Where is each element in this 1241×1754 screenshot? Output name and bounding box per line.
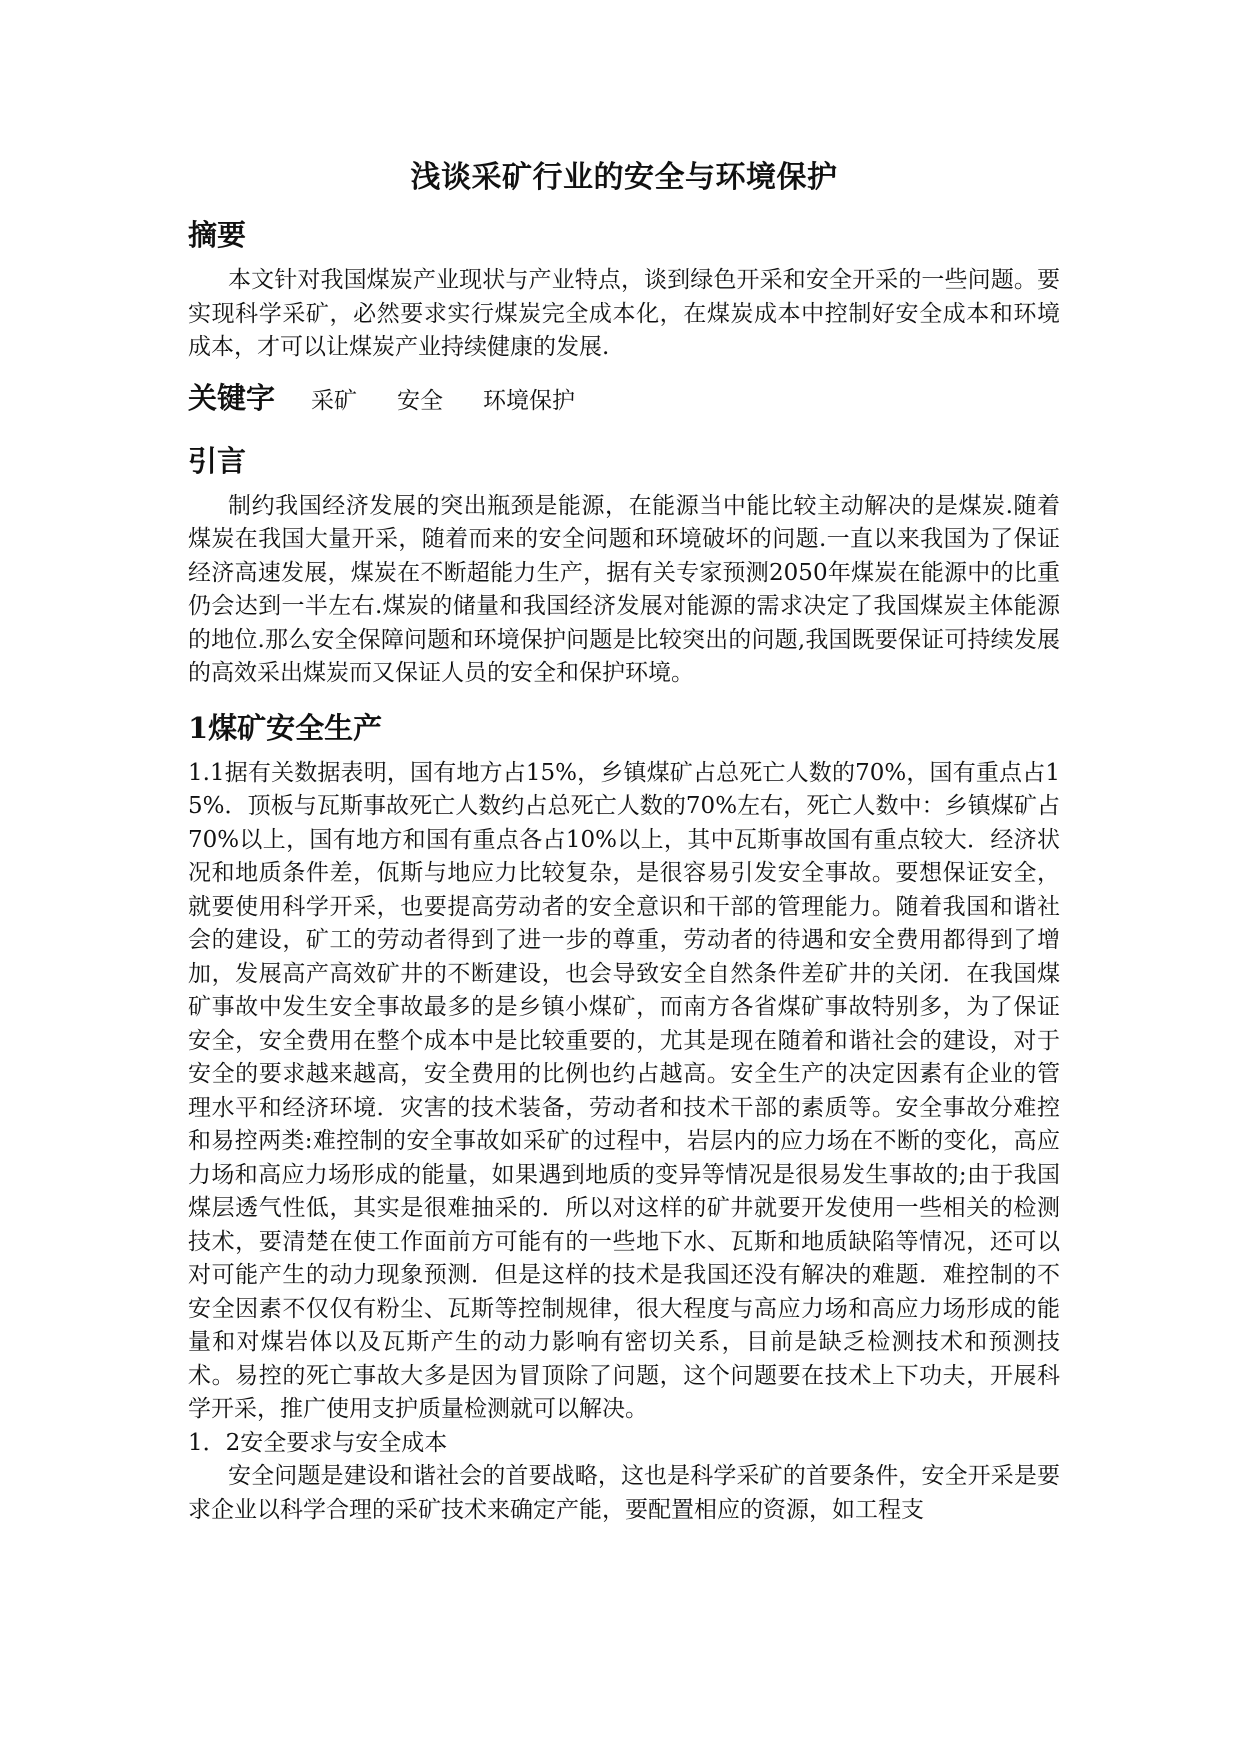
abstract-text: 本文针对我国煤炭产业现状与产业特点，谈到绿色开采和安全开采的一些问题。要实现科学采矿，必然要求实行煤炭完全成本化，在煤炭成本中控制好安全成本和环境成本，才可以让煤炭产业持续健康的发展. — [188, 267, 1060, 360]
section-1-1-text: 1.1据有关数据表明，国有地方占15%，乡镇煤矿占总死亡人数的70%，国有重点占15%．顶板与瓦斯事故死亡人数约占总死亡人数的70%左右，死亡人数中：乡镇煤矿占70%以上，国有地方和国有重点各占10%以上，其中瓦斯事故国有重点较大．经济状况和地质条件差，佤斯与地应力比较复杂，是很容易引发安全事故。要想保证安全，就要使用科学开采，也要提高劳动者的安全意识和干部的管理能力。随着我国和谐社会的建设，矿工的劳动者得到了进一步的尊重，劳动者的待遇和安全费用都得到了增加，发展高产高效矿井的不断建设，也会导致安全自然条件差矿井的关闭．在我国煤矿事故中发生安全事故最多的是乡镇小煤矿，而南方各省煤矿事故特别多，为了保证安全，安全费用在整个成本中是比较重要的，尤其是现在随着和谐社会的建设，对于安全的要求越来越高，安全费用的比例也约占越高。安全生产的决定因素有企业的管理水平和经济环境．灾害的技术装备，劳动者和技术干部的素质等。安全事故分难控和易控两类:难控制的安全事故如采矿的过程中，岩层内的应力场在不断的变化，高应力场和高应力场形成的能量，如果遇到地质的变异等情况是很易发生事故的;由于我国煤层透气性低，其实是很难抽采的．所以对这样的矿井就要开发使用一些相关的检测技术，要清楚在使工作面前方可能有的一些地下水、瓦斯和地质缺陷等情况，还可以对可能产生的动力现象预测．但是这样的技术是我国还没有解决的难题．难控制的不安全因素不仅仅有粉尘、瓦斯等控制规律，很大程度与高应力场和高应力场形成的能量和对煤岩体以及瓦斯产生的动力影响有密切关系，目前是缺乏检测技术和预测技术。易控的死亡事故大多是因为冒顶除了问题，这个问题要在技术上下功夫，开展科学开采，推广使用支护质量检测就可以解决。 — [188, 759, 1060, 1422]
introduction-text: 制约我国经济发展的突出瓶颈是能源，在能源当中能比较主动解决的是煤炭.随着煤炭在我国大量开采，随着而来的安全问题和环境破坏的问题.一直以来我国为了保证经济高速发展，煤炭在不断超能力生产，据有关专家预测2050年煤炭在能源中的比重仍会达到一半左右.煤炭的储量和我国经济发展对能源的需求决定了我国煤炭主体能源的地位.那么安全保障问题和环境保护问题是比较突出的问题,我国既要保证可持续发展的高效采出煤炭而又保证人员的安全和保护环境。 — [188, 492, 1060, 686]
section-1-2-text: 安全问题是建设和谐社会的首要战略，这也是科学采矿的首要条件，安全开采是要求企业以科学合理的采矿技术来确定产能，要配置相应的资源，如工程支 — [188, 1463, 1060, 1523]
section-1-heading: 1煤矿安全生产 — [188, 710, 383, 745]
keyword-item: 安全 — [397, 387, 444, 414]
keyword-item: 环境保护 — [483, 387, 576, 414]
document-title: 浅谈采矿行业的安全与环境保护 — [410, 160, 838, 195]
introduction-heading: 引言 — [188, 443, 247, 478]
section-1-2-subheading: 1．2安全要求与安全成本 — [188, 1429, 448, 1456]
keyword-item: 采矿 — [311, 387, 358, 414]
keywords-row — [188, 375, 1060, 424]
abstract-heading: 摘要 — [188, 218, 247, 252]
keywords-label: 关键字 — [188, 380, 276, 415]
document-page — [188, 150, 1060, 1527]
